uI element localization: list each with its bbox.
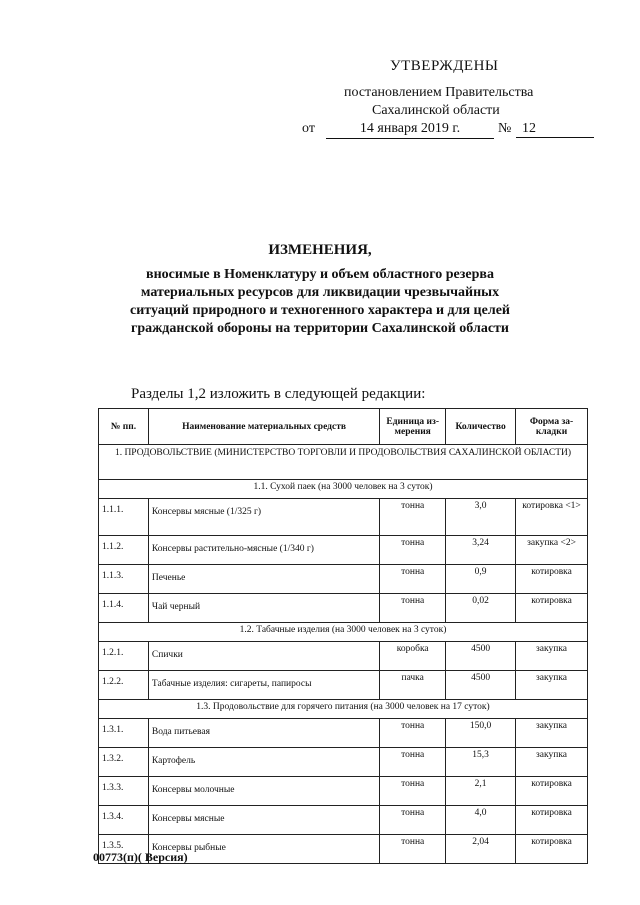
cell-unit: тонна bbox=[380, 806, 446, 835]
cell-name: Консервы мясные bbox=[148, 806, 379, 835]
cell-name: Чай черный bbox=[148, 594, 379, 623]
group-row bbox=[99, 623, 588, 642]
document-subtitle: вносимые в Номенклатуру и объем областного резерва материальных ресурсов для ликвидации чрезвычайных ситуаций природного и техногенного характера и для целей гражданской обороны на территории Сахалинской области bbox=[130, 267, 510, 336]
cell-qty: 0,9 bbox=[446, 565, 516, 594]
cell-no: 1.1.2. bbox=[99, 536, 149, 565]
cell-name: Консервы молочные bbox=[148, 777, 379, 806]
cell-qty: 0,02 bbox=[446, 594, 516, 623]
cell-form: закупка bbox=[516, 642, 588, 671]
cell-unit: тонна bbox=[380, 748, 446, 777]
cell-no: 1.2.2. bbox=[99, 671, 149, 700]
cell-name: Табачные изделия: сигареты, папиросы bbox=[148, 671, 379, 700]
resources-table bbox=[98, 408, 588, 864]
cell-qty: 4,0 bbox=[446, 806, 516, 835]
cell-name: Консервы мясные (1/325 г) bbox=[148, 499, 379, 536]
table-row bbox=[99, 565, 588, 594]
table-row bbox=[99, 499, 588, 536]
table-row bbox=[99, 642, 588, 671]
cell-no: 1.3.3. bbox=[99, 777, 149, 806]
cell-qty: 150,0 bbox=[446, 719, 516, 748]
cell-form: закупка bbox=[516, 719, 588, 748]
table-header-row bbox=[99, 409, 588, 445]
cell-no: 1.3.4. bbox=[99, 806, 149, 835]
cell-no: 1.1.1. bbox=[99, 499, 149, 536]
header-form: Форма за-кладки bbox=[516, 409, 588, 445]
header-name: Наименование материальных средств bbox=[148, 409, 379, 445]
table-row bbox=[99, 748, 588, 777]
cell-form: котировка bbox=[516, 777, 588, 806]
table-row bbox=[99, 671, 588, 700]
cell-qty: 4500 bbox=[446, 642, 516, 671]
decree-line-1: постановлением Правительства bbox=[344, 85, 534, 100]
group-title: 1.3. Продовольствие для горячего питания (на 3000 человек на 17 суток) bbox=[99, 700, 588, 719]
cell-form: закупка <2> bbox=[516, 536, 588, 565]
cell-qty: 2,04 bbox=[446, 835, 516, 864]
cell-name: Спички bbox=[148, 642, 379, 671]
cell-unit: тонна bbox=[380, 777, 446, 806]
cell-unit: тонна bbox=[380, 719, 446, 748]
table-row bbox=[99, 777, 588, 806]
header-no: № пп. bbox=[99, 409, 149, 445]
cell-name: Консервы рыбные bbox=[148, 835, 379, 864]
cell-no: 1.2.1. bbox=[99, 642, 149, 671]
approved-heading: УТВЕРЖДЕНЫ bbox=[390, 58, 499, 74]
table-row bbox=[99, 806, 588, 835]
decree-line-2: Сахалинской области bbox=[372, 103, 500, 118]
table-row bbox=[99, 719, 588, 748]
cell-unit: тонна bbox=[380, 594, 446, 623]
document-title: ИЗМЕНЕНИЯ, bbox=[268, 242, 372, 258]
cell-qty: 3,0 bbox=[446, 499, 516, 536]
cell-unit: тонна bbox=[380, 565, 446, 594]
cell-qty: 15,3 bbox=[446, 748, 516, 777]
decree-date: 14 января 2019 г. bbox=[326, 121, 494, 139]
cell-form: котировка bbox=[516, 835, 588, 864]
cell-qty: 4500 bbox=[446, 671, 516, 700]
cell-no: 1.3.2. bbox=[99, 748, 149, 777]
cell-form: котировка bbox=[516, 565, 588, 594]
header-unit: Единица из-мерения bbox=[380, 409, 446, 445]
cell-no: 1.1.4. bbox=[99, 594, 149, 623]
decree-number: 12 bbox=[516, 121, 594, 138]
cell-unit: пачка bbox=[380, 671, 446, 700]
document-code: 00773(п)( Версия) bbox=[93, 850, 188, 864]
cell-form: котировка <1> bbox=[516, 499, 588, 536]
cell-unit: тонна bbox=[380, 536, 446, 565]
intro-text: Разделы 1,2 изложить в следующей редакции: bbox=[131, 386, 426, 402]
section-row bbox=[99, 445, 588, 480]
cell-form: котировка bbox=[516, 594, 588, 623]
cell-no: 1.3.5. bbox=[99, 835, 149, 864]
cell-form: закупка bbox=[516, 748, 588, 777]
decree-date-row bbox=[302, 121, 602, 141]
cell-unit: тонна bbox=[380, 499, 446, 536]
group-row bbox=[99, 480, 588, 499]
cell-no: 1.3.1. bbox=[99, 719, 149, 748]
cell-qty: 2,1 bbox=[446, 777, 516, 806]
cell-unit: тонна bbox=[380, 835, 446, 864]
cell-no: 1.1.3. bbox=[99, 565, 149, 594]
cell-qty: 3,24 bbox=[446, 536, 516, 565]
section-title: 1. ПРОДОВОЛЬСТВИЕ (МИНИСТЕРСТВО ТОРГОВЛИ И ПРОДОВОЛЬСТВИЯ САХАЛИНСКОЙ ОБЛАСТИ) bbox=[99, 445, 588, 480]
cell-form: котировка bbox=[516, 806, 588, 835]
cell-unit: коробка bbox=[380, 642, 446, 671]
cell-form: закупка bbox=[516, 671, 588, 700]
table-row bbox=[99, 594, 588, 623]
cell-name: Картофель bbox=[148, 748, 379, 777]
number-sign: № bbox=[498, 121, 512, 136]
group-title: 1.1. Сухой паек (на 3000 человек на 3 суток) bbox=[99, 480, 588, 499]
cell-name: Печенье bbox=[148, 565, 379, 594]
header-qty: Количество bbox=[446, 409, 516, 445]
group-title: 1.2. Табачные изделия (на 3000 человек на 3 суток) bbox=[99, 623, 588, 642]
cell-name: Консервы растительно-мясные (1/340 г) bbox=[148, 536, 379, 565]
cell-name: Вода питьевая bbox=[148, 719, 379, 748]
from-label: от bbox=[302, 121, 315, 136]
table-row bbox=[99, 536, 588, 565]
group-row bbox=[99, 700, 588, 719]
